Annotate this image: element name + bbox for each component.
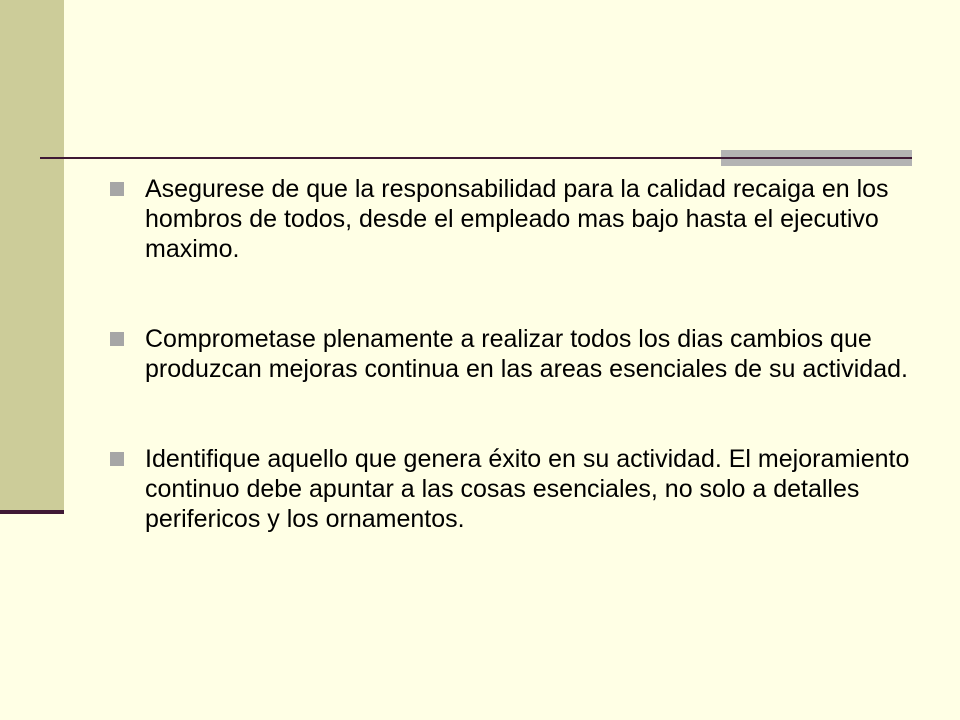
bullet-item-3 [110, 444, 910, 534]
top-right-accent-bar [721, 150, 912, 166]
bullet-item-2 [110, 324, 910, 384]
square-bullet-icon [110, 182, 124, 196]
square-bullet-icon [110, 452, 124, 466]
side-decorative-rule [0, 510, 64, 514]
bullet-list [110, 174, 910, 594]
bullet-text-2: Comprometase plenamente a realizar todos los dias cambios que produzcan mejoras continua en las areas esenciales de su actividad. [145, 325, 908, 383]
bullet-text-3: Identifique aquello que genera éxito en su actividad. El mejoramiento continuo debe apuntar a las cosas esenciales, no solo a detalles perifericos y los ornamentos. [145, 445, 910, 533]
bullet-item-1 [110, 174, 910, 264]
side-decorative-band [0, 0, 64, 510]
square-bullet-icon [110, 332, 124, 346]
bullet-text-1: Asegurese de que la responsabilidad para la calidad recaiga en los hombros de todos, desde el empleado mas bajo hasta el ejecutivo maximo. [145, 175, 889, 263]
